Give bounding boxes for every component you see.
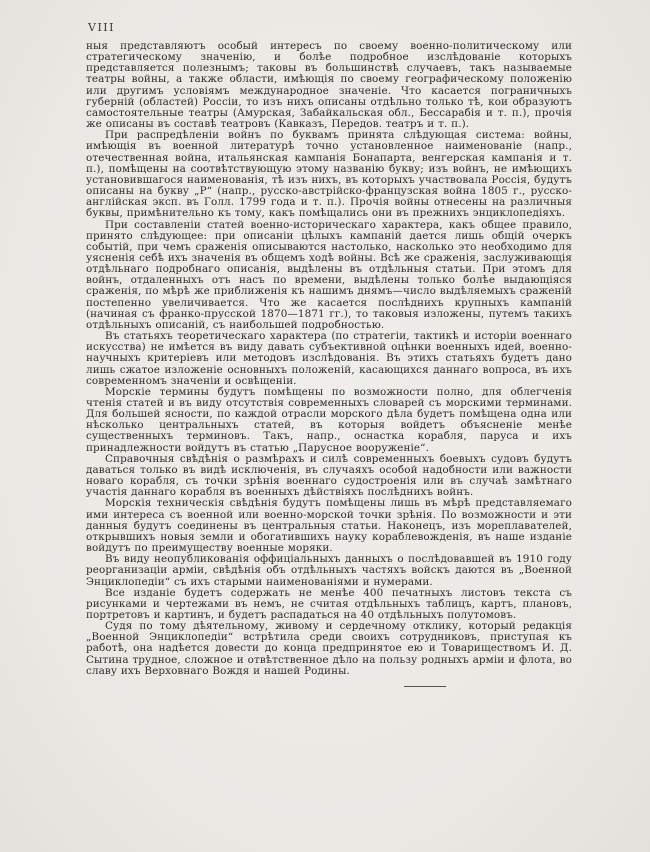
page-number: VIII [88,21,115,34]
paragraph: Въ виду неопубликованія оффиціальныхъ данныхъ о послѣдовавшей въ 1910 году реорганизаціи арміи, свѣдѣнія объ отдѣльныхъ частяхъ войскъ даются въ „Военной Энциклопедіи“ съ ихъ старыми наименованіями и нумерами. [86,553,572,588]
paragraph: Справочныя свѣдѣнія о размѣрахъ и силѣ современныхъ боевыхъ судовъ будутъ даваться только въ видѣ исключенія, въ случаяхъ особой надобности или важности новаго корабля, съ точки зрѣнія военнаго судостроенія или въ случаѣ замѣтнаго участія даннаго корабля въ военныхъ дѣйствіяхъ послѣднихъ войнъ. [86,452,572,499]
paragraph: Судя по тому дѣятельному, живому и сердечному отклику, который редакція „Военной Энциклопедіи“ встрѣтила среди своихъ сотрудниковъ, приступая къ работѣ, она надѣется довести до конца предпринятое ею и Товариществомъ И. Д. Сытина трудное, сложное и отвѣтственное дѣло на пользу родныхъ арміи и флота, во славу ихъ Верховнаго Вождя и нашей Родины. [86,620,572,677]
paragraph: ныя представляютъ особый интересъ по своему военно-политическому или стратегическому значенію, и болѣе подробное изслѣдованіе которыхъ представляется полезнымъ; таковы въ большинствѣ случаевъ, такъ называемые театры войны, а также области, имѣющія по своему географическому положенію или другимъ условіямъ международное значеніе. Что касается пограничныхъ губерній (областей) Россіи, то изъ нихъ описаны отдѣльно только тѣ, кои образуютъ самостоятельные театры (Амурская, Забайкальская обл., Бессарабія и т. п.), прочія же описаны въ составѣ театровъ (Кавказъ, Передов. театръ и т. п.). [86,40,572,131]
paragraph: Все изданіе будетъ содержать не менѣе 400 печатныхъ листовъ текста съ рисунками и чертежами въ немъ, не считая отдѣльныхъ таблицъ, картъ, плановъ, портретовъ и картинъ, и будетъ распадаться на 40 отдѣльныхъ полутомовъ. [86,586,572,621]
page-body [86,41,572,687]
paragraph: При распредѣленіи войнъ по буквамъ принята слѣдующая система: войны, имѣющія въ военной литературѣ точно установленное наименованіе (напр., отечественная война, итальянская кампанія Бонапарта, венгерская кампанія и т. п.), помѣщены на соотвѣтствующую этому названію букву; изъ войнъ, не имѣющихъ установившагося наименованія, тѣ изъ нихъ, въ которыхъ участвовала Россія, будутъ описаны на букву „Р“ (напр., русско-австрійско-французская война 1805 г., русско-англійская эксп. въ Голл. 1799 года и т. п.). Прочія войны отнесены на различныя буквы, примѣнительно къ тому, какъ помѣщались они въ прежнихъ энциклопедіяхъ. [86,129,572,220]
paragraph: При составленіи статей военно-историческаго характера, какъ общее правило, принято слѣдующее: при описаніи цѣлыхъ кампаній дается лишь общій очеркъ событій, при чемъ сраженія описываются настолько, насколько это необходимо для уясненія себѣ ихъ значенія въ общемъ ходѣ войны. Всѣ же сраженія, заслуживающія отдѣльнаго подробнаго описанія, выдѣлены въ отдѣльныя статьи. При этомъ для войнъ, отдаленныхъ отъ насъ по времени, выдѣлены только болѣе выдающіяся сраженія, по мѣрѣ же приближенія къ нашимъ днямъ—число выдѣляемыхъ сраженій постепенно увеличивается. Что же касается послѣднихъ крупныхъ кампаній (начиная съ франко-прусской 1870—1871 гг.), то таковыя изложены, путемъ такихъ отдѣльныхъ описаній, съ наибольшей подробностью. [86,218,572,331]
end-rule-divider [404,686,446,687]
paragraph: Морскія техническія свѣдѣнія будутъ помѣщены лишь въ мѣрѣ представляемаго ими интереса съ военной или военно-морской точки зрѣнія. По возможности и эти данныя будутъ соединены въ центральныя статьи. Наконецъ, изъ мореплавателей, открывшихъ новыя земли и обогатившихъ науку кораблевожденія, въ наше изданіе войдутъ по преимуществу военные моряки. [86,497,572,555]
paragraph: Морскіе термины будутъ помѣщены по возможности полно, для облегченія чтенія статей и въ виду отсутствія современныхъ словарей съ морскими терминами. Для большей ясности, по каждой отрасли морского дѣла будетъ помѣщена одна или нѣсколько центральныхъ статей, въ которыя войдетъ объясненіе менѣе существенныхъ терминовъ. Такъ, напр., оснастка корабля, паруса и ихъ принадлежности войдутъ въ статью „Парусное вооруженіе“. [86,385,572,454]
paragraph: Въ статьяхъ теоретическаго характера (по стратегіи, тактикѣ и исторіи военнаго искусства) не имѣется въ виду давать субъективной оцѣнки военныхъ идей, военно-научныхъ критеріевъ или методовъ изслѣдованія. Въ этихъ статьяхъ будетъ дано лишь сжатое изложеніе основныхъ положеній, касающихся даннаго вопроса, въ ихъ современномъ значеніи и освѣщеніи. [86,330,572,387]
